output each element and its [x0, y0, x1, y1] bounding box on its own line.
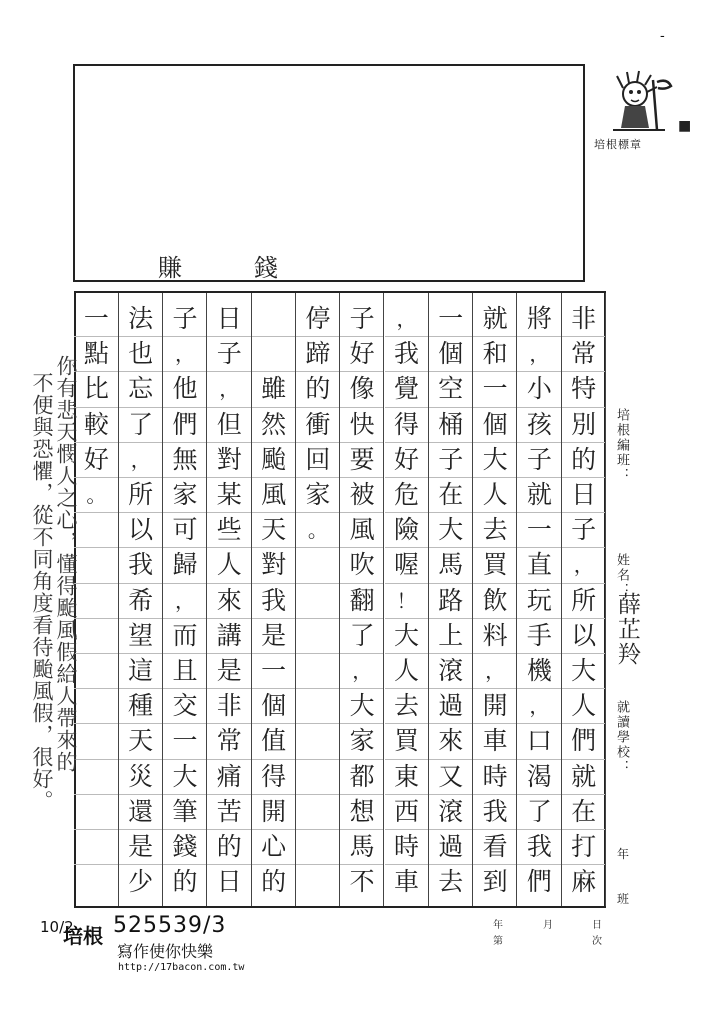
grid-cell: 的	[571, 444, 597, 474]
grid-cell: 所	[128, 480, 154, 509]
grid-cell	[74, 860, 118, 904]
grid-cell: 家	[305, 480, 331, 509]
class-suffix-label: 班	[617, 892, 630, 906]
grid-cell: 心	[261, 832, 287, 861]
grid-cell: 過	[438, 832, 464, 861]
grid-cell: 筆	[172, 796, 198, 826]
grid-cell: 快	[349, 409, 375, 439]
grid-cell: 好	[83, 444, 109, 474]
grid-cell: 但	[216, 409, 242, 439]
grid-cell: 非	[571, 304, 597, 333]
grid-cell: 停	[305, 304, 331, 333]
grid-cell: 無	[172, 444, 198, 474]
grid-cell: 這	[128, 656, 154, 685]
grid-cell: 機	[526, 656, 552, 685]
grid-column	[385, 293, 429, 906]
grid-cell: 然	[261, 409, 287, 439]
grid-cell: 大	[349, 691, 375, 721]
grid-cell: 也	[128, 339, 154, 369]
grid-cell: 常	[216, 726, 242, 756]
grid-cell: 以	[571, 620, 597, 650]
grid-cell: 痛	[216, 761, 242, 791]
grid-cell: ，	[130, 447, 151, 472]
grid-cell: 人	[216, 550, 242, 580]
grid-cell: 別	[571, 409, 597, 439]
grid-cell: 個	[438, 339, 464, 369]
grid-cell: 錢	[172, 832, 198, 861]
grid-cell: ！	[396, 588, 417, 613]
grid-cell: 危	[393, 480, 419, 509]
grid-cell: 的	[305, 374, 331, 404]
date-mark: 10/2	[40, 918, 74, 936]
grid-cell: 又	[438, 761, 464, 791]
grid-cell: 風	[261, 480, 287, 509]
grid-cell: ，	[352, 659, 373, 683]
grid-cell: 就	[571, 761, 597, 791]
grid-cell: 天	[128, 726, 154, 756]
grid-cell: 來	[216, 585, 242, 615]
grid-cell: 了	[349, 620, 375, 650]
title-char: 賺	[158, 254, 182, 282]
grid-cell: 打	[571, 832, 597, 861]
grid-cell: 路	[438, 585, 464, 615]
grid-cell: 回	[305, 444, 331, 474]
grid-cell: 開	[482, 691, 508, 721]
grid-cell: 家	[349, 726, 375, 756]
name-label: 姓名：	[614, 553, 629, 598]
slogan: 寫作使你快樂	[117, 942, 214, 961]
grid-cell: 開	[261, 796, 287, 826]
grid-cell: 想	[349, 796, 375, 826]
grid-cell: 。	[86, 483, 107, 507]
grid-cell: 子	[216, 339, 242, 369]
stamp-caption: 培根標章	[594, 138, 642, 151]
grid-cell: 大	[482, 444, 508, 474]
grid-cell: 日	[571, 480, 597, 509]
website-url: http://17bacon.com.tw	[118, 962, 245, 973]
title-char: 錢	[254, 254, 278, 282]
grid-cell: 和	[482, 339, 508, 369]
grid-cell: 翻	[349, 585, 375, 615]
grid-cell: 去	[482, 515, 508, 545]
grid-cell: 們	[526, 867, 552, 897]
grid-cell: 我	[393, 339, 419, 369]
grid-column	[340, 293, 384, 906]
grid-cell: 所	[571, 585, 597, 615]
grid-column	[562, 293, 606, 906]
grid-cell: 常	[571, 339, 597, 369]
grid-cell: 一	[261, 656, 287, 685]
grid-cell: 買	[482, 550, 508, 580]
grid-cell: 去	[393, 691, 419, 721]
footer-ordinal: 第	[493, 936, 503, 947]
grid-cell: 去	[438, 867, 464, 897]
grid-cell: 天	[261, 515, 287, 545]
grid-cell: 了	[128, 409, 154, 439]
grid-cell: 是	[261, 620, 287, 650]
grid-cell: 講	[216, 620, 242, 650]
grid-cell: 大	[393, 620, 419, 650]
grid-cell: 們	[571, 726, 597, 756]
grid-cell: 家	[172, 480, 198, 509]
grid-cell: 馬	[438, 550, 464, 580]
grid-cell: ，	[175, 342, 195, 367]
grid-cell: 人	[571, 691, 597, 721]
grid-cell: 們	[172, 409, 198, 439]
teacher-comment-line-2: 不便與恐懼，從不同角度看待颱風假，很好。	[30, 372, 54, 812]
grid-cell: 忘	[128, 374, 154, 404]
grid-cell: 飲	[482, 585, 508, 615]
grid-cell: 點	[83, 339, 109, 369]
grid-cell: 非	[216, 691, 242, 721]
grid-cell: 玩	[526, 585, 552, 615]
grid-cell: 險	[393, 515, 419, 545]
grid-cell: 大	[571, 656, 597, 685]
grid-cell: 可	[172, 515, 198, 545]
grid-cell: 小	[526, 374, 552, 404]
grid-cell: 就	[482, 304, 508, 333]
grid-cell: 一	[482, 374, 508, 404]
footer-times: 次	[592, 936, 602, 947]
grid-cell: 對	[216, 444, 242, 474]
grid-cell: ，	[529, 342, 550, 367]
grid-cell: 車	[482, 726, 508, 756]
title-box	[73, 64, 585, 282]
grid-cell: 法	[128, 304, 154, 333]
brand-name: 培根	[63, 924, 103, 948]
grid-cell: 在	[438, 480, 464, 509]
grid-cell: ，	[396, 307, 417, 331]
grid-column	[74, 293, 118, 906]
grid-cell: 滾	[438, 796, 464, 826]
grid-cell: 車	[393, 867, 419, 897]
grid-cell: 希	[128, 585, 154, 615]
grid-cell: 是	[216, 656, 242, 685]
grid-cell: 都	[349, 761, 375, 791]
grid-cell: 交	[172, 691, 198, 721]
grid-cell: 吹	[349, 550, 375, 580]
grid-cell: 好	[393, 444, 419, 474]
grid-cell: ，	[175, 588, 195, 613]
grid-cell: 子	[571, 515, 597, 545]
grid-cell: 孩	[526, 409, 552, 439]
corner-mark: -	[660, 28, 665, 44]
grid-column	[429, 293, 473, 906]
grid-cell: 個	[482, 409, 508, 439]
grid-cell: 災	[128, 761, 154, 791]
grid-cell: 對	[261, 550, 287, 580]
grid-cell: 看	[482, 832, 508, 861]
grid-cell: 一	[438, 304, 464, 333]
grid-cell: 人	[482, 480, 508, 509]
grid-cell: 我	[261, 585, 287, 615]
grid-cell: 不	[349, 867, 375, 897]
grid-cell: 覺	[393, 374, 419, 404]
grid-cell: 些	[216, 515, 242, 545]
grid-cell: 特	[571, 374, 597, 404]
grid-cell: 了	[526, 796, 552, 826]
grid-cell: 上	[438, 620, 464, 650]
grid-cell: 種	[128, 691, 154, 721]
grid-cell: 衝	[305, 409, 331, 439]
grid-cell: 子	[349, 304, 375, 333]
grid-cell: 望	[128, 620, 154, 650]
grid-column	[473, 293, 517, 906]
grid-cell: 較	[83, 409, 109, 439]
grid-cell: 的	[172, 867, 198, 897]
grid-cell: 。	[307, 518, 328, 543]
grid-cell: 空	[438, 374, 464, 404]
grid-cell: 雖	[261, 374, 287, 404]
tick-mark: ■	[678, 118, 692, 134]
grid-cell: 喔	[393, 550, 419, 580]
grid-column	[163, 293, 207, 906]
grid-cell: 在	[571, 796, 597, 826]
grid-cell: 是	[128, 832, 154, 861]
grid-column	[207, 293, 251, 906]
footer-year: 年	[493, 920, 503, 931]
grid-cell: 比	[83, 374, 109, 404]
grid-cell: 日	[216, 304, 242, 333]
grid-cell: 料	[482, 620, 508, 650]
grid-cell: 得	[393, 409, 419, 439]
grid-cell: 大	[172, 761, 198, 791]
essay-grid	[74, 291, 606, 908]
grid-cell: 還	[128, 796, 154, 826]
grid-cell: 到	[482, 867, 508, 897]
grid-cell: 以	[128, 515, 154, 545]
grid-cell: 來	[438, 726, 464, 756]
grid-column	[296, 293, 340, 906]
grid-cell: 個	[261, 691, 287, 721]
grid-cell: 將	[526, 304, 552, 333]
grid-cell: ，	[219, 377, 240, 402]
footer-day: 日	[592, 920, 602, 931]
grid-column	[252, 293, 296, 906]
grid-cell: 我	[482, 796, 508, 826]
grid-cell: 苦	[216, 796, 242, 826]
grid-cell: 風	[349, 515, 375, 545]
grid-cell: 歸	[172, 550, 198, 580]
grid-cell: 一	[526, 515, 552, 545]
grid-cell: 時	[393, 832, 419, 861]
grid-cell: 渴	[526, 761, 552, 791]
serial-code: 525539/3	[113, 913, 227, 938]
grid-cell: 滾	[438, 656, 464, 685]
grid-cell: 手	[526, 620, 552, 650]
grid-cell: 我	[128, 550, 154, 580]
grid-cell: ，	[485, 659, 506, 683]
grid-cell: 的	[216, 832, 242, 861]
grid-cell: 口	[526, 726, 552, 756]
grid-cell: 大	[438, 515, 464, 545]
footer-month: 月	[543, 920, 553, 931]
grid-cell: 日	[216, 867, 242, 897]
grid-cell: 颱	[261, 444, 287, 474]
grid-cell: 時	[482, 761, 508, 791]
grid-cell: 而	[172, 620, 198, 650]
grid-cell: 馬	[349, 832, 375, 861]
grid-cell: 要	[349, 444, 375, 474]
grid-cell	[296, 860, 340, 904]
grade-year-label: 年	[617, 847, 630, 861]
class-label: 培根編班：	[614, 408, 629, 483]
grid-cell: 桶	[438, 409, 464, 439]
grid-cell: 買	[393, 726, 419, 756]
teacher-comment-line-1: 你有悲天憫人之心，懂得颱風假給人帶來的	[54, 355, 78, 773]
grid-cell: 值	[261, 726, 287, 756]
grid-cell: 就	[526, 480, 552, 509]
grid-cell: 我	[526, 832, 552, 861]
grid-cell: 某	[216, 480, 242, 509]
grid-cell: 他	[172, 374, 198, 404]
grid-cell: 麻	[571, 867, 597, 897]
grid-cell: 西	[393, 796, 419, 826]
grid-cell: 少	[128, 867, 154, 897]
grid-cell: 人	[393, 656, 419, 685]
grid-cell: 蹄	[305, 339, 331, 369]
grid-column	[119, 293, 163, 906]
grid-cell: 像	[349, 374, 375, 404]
grid-cell: 好	[349, 339, 375, 369]
grid-cell: 東	[393, 761, 419, 791]
student-name: 薛芷羚	[614, 592, 640, 667]
grid-cell: 直	[526, 550, 552, 580]
grid-cell: 一	[83, 304, 109, 333]
grid-cell: 子	[438, 444, 464, 474]
grid-cell: 子	[172, 304, 198, 333]
school-label: 就讀學校：	[614, 700, 629, 775]
grid-cell: ，	[529, 694, 550, 719]
grid-cell: ，	[573, 553, 594, 578]
grid-cell: 過	[438, 691, 464, 721]
grid-cell: 子	[526, 444, 552, 474]
grid-cell: 一	[172, 726, 198, 756]
grid-column	[517, 293, 561, 906]
grid-cell: 得	[261, 761, 287, 791]
grid-cell: 被	[349, 480, 375, 509]
grid-cell: 的	[261, 867, 287, 897]
grid-cell: 且	[172, 656, 198, 685]
